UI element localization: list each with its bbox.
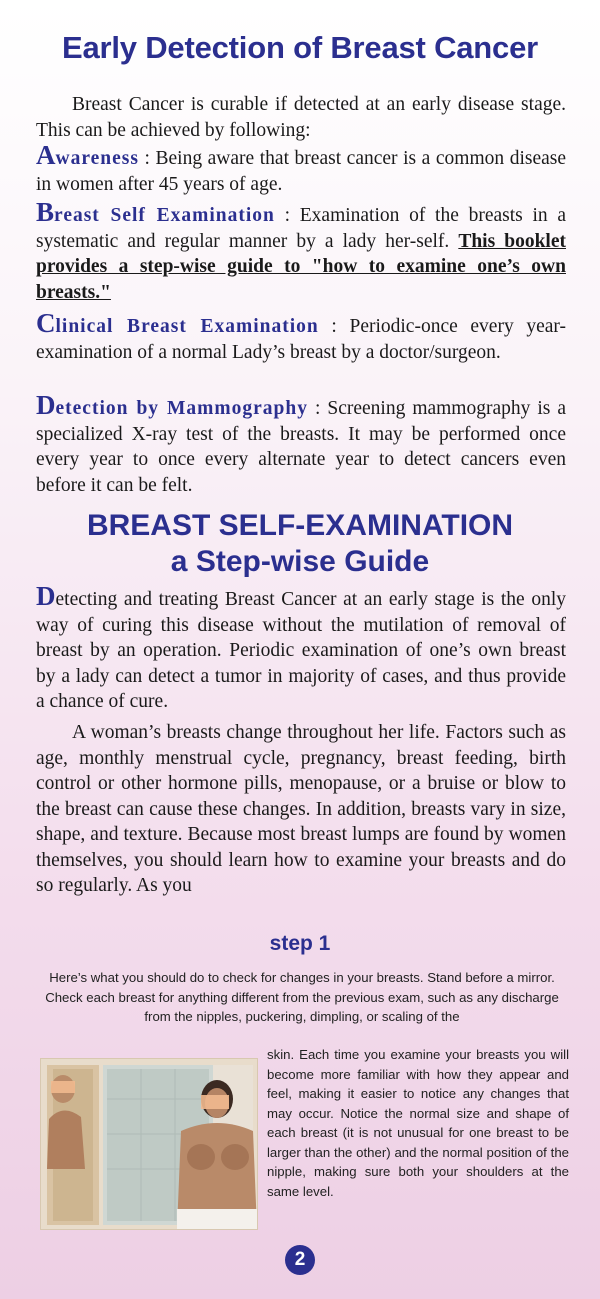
section-title-line1: BREAST SELF-EXAMINATION bbox=[86, 509, 514, 542]
awareness-item: Awareness : Being aware that breast cancer is a common disease in women after 45 years of age. bbox=[36, 140, 566, 195]
page-number-badge: 2 bbox=[285, 1245, 315, 1275]
mirror-photo bbox=[40, 1058, 258, 1230]
bse-item: Breast Self Examination : Examination of the breasts in a systematic and regular manner by a lady her-self. This booklet provides a step-wise guide to "how to examine one’s own breasts." bbox=[36, 197, 566, 303]
page-title: Early Detection of Breast Cancer bbox=[62, 30, 538, 65]
section-title-line2: a Step-wise Guide bbox=[170, 545, 430, 578]
section-title bbox=[0, 508, 600, 580]
step-title: step 1 bbox=[269, 932, 331, 955]
mirror-illustration bbox=[41, 1059, 257, 1229]
booklet-guide-note: This booklet provides a step-wise guide to "how to examine one’s own breasts." bbox=[36, 230, 566, 303]
intro-paragraph: Breast Cancer is curable if detected at an early disease stage. This can be achieved by following: bbox=[36, 94, 566, 141]
mammography-item: Detection by Mammography : Screening mammography is a specialized X-ray test of the breasts. It may be performed once every year to once every alternate year to detect cancers even before it can be felt. bbox=[36, 390, 566, 496]
mammography-term: Detection by Mammography bbox=[36, 390, 308, 420]
clinical-item: Clinical Breast Examination : Periodic-once every year-examination of a normal Lady’s breast by a doctor/surgeon. bbox=[36, 308, 566, 363]
bse-term: Breast Self Examination bbox=[36, 197, 275, 227]
step-text-side: skin. Each time you examine your breasts you will become more familiar with how they appear and feel, making it easier to notice any changes that may occur. Notice the normal size and shape of each breast (it is not unusual for one breast to be larger than the other) and the normal position of the nipple, making sure both your shoulders at the same level. bbox=[267, 1047, 569, 1199]
awareness-term: Awareness bbox=[36, 140, 139, 170]
drop-cap: D bbox=[36, 581, 56, 611]
step-text-top: Here’s what you should do to check for changes in your breasts. Stand before a mirror. Check each breast for anything different from the previous exam, such as any discharge from the nipples, puckering, dimpling, or scaling of the bbox=[45, 970, 559, 1024]
change-paragraph: A woman’s breasts change throughout her life. Factors such as age, monthly menstrual cycle, pregnancy, breast feeding, birth control or other hormone pills, menopause, or a bruise or blow to the breast can cause these changes. In addition, breasts vary in size, shape, and texture. Because most breast lumps are found by women themselves, you should learn how to examine your breasts and do so regularly. As you bbox=[36, 722, 566, 896]
clinical-term: Clinical Breast Examination bbox=[36, 308, 319, 338]
detecting-paragraph: Detecting and treating Breast Cancer at an early stage is the only way of curing this disease without the mutilation of removal of breast by an operation. Periodic examination of one’s own breast by a lady can detect a tumor in majority of cases, and thus provide a chance of cure. bbox=[36, 581, 566, 712]
